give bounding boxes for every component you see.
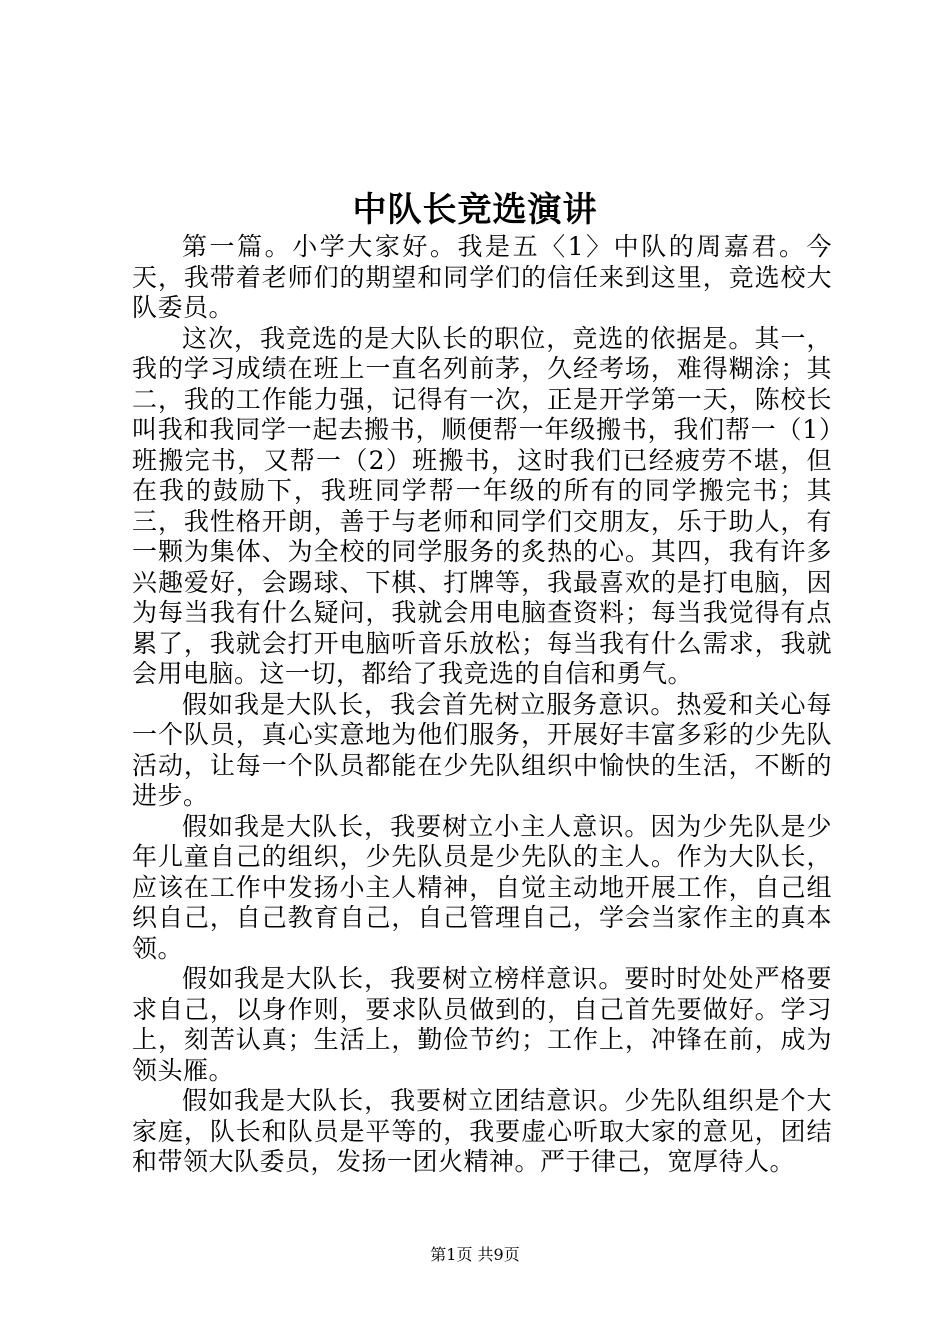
paragraph-6: 假如我是大队长，我要树立团结意识。少先队组织是个大家庭，队长和队员是平等的，我要虚心听取大家的意见，团结和带领大队委员，发扬一团火精神。严于律己，宽厚待人。 bbox=[132, 1086, 832, 1176]
paragraph-1: 第一篇。小学大家好。我是五〈1〉中队的周嘉君。今天，我带着老师们的期望和同学们的信任来到这里，竞选校大队委员。 bbox=[132, 232, 832, 322]
page-title: 中队长竞选演讲 bbox=[352, 190, 598, 230]
paragraph-4: 假如我是大队长，我要树立小主人意识。因为少先队是少年儿童自己的组织，少先队员是少先队的主人。作为大队长，应该在工作中发扬小主人精神，自觉主动地开展工作，自己组织自己，自己教育自己，自己管理自己，学会当家作主的真本领。 bbox=[132, 811, 832, 963]
page-footer: 第1页 共9页 bbox=[430, 1245, 520, 1264]
paragraph-5: 假如我是大队长，我要树立榜样意识。要时时处处严格要求自己，以身作则，要求队员做到的，自己首先要做好。学习上，刻苦认真；生活上，勤俭节约；工作上，冲锋在前，成为领头雁。 bbox=[132, 964, 832, 1085]
document-body bbox=[132, 232, 832, 1178]
paragraph-2: 这次，我竞选的是大队长的职位，竞选的依据是。其一，我的学习成绩在班上一直名列前茅，久经考场，难得糊涂；其二，我的工作能力强，记得有一次，正是开学第一天，陈校长叫我和我同学一起去搬书，顺便帮一年级搬书，我们帮一（1）班搬完书，又帮一（2）班搬书，这时我们已经疲劳不堪，但在我的鼓励下，我班同学帮一年级的所有的同学搬完书；其三，我性格开朗，善于与老师和同学们交朋友，乐于助人，有一颗为集体、为全校的同学服务的炙热的心。其四，我有许多兴趣爱好，会踢球、下棋、打牌等，我最喜欢的是打电脑，因为每当我有什么疑问，我就会用电脑查资料；每当我觉得有点累了，我就会打开电脑听音乐放松；每当我有什么需求，我就会用电脑。这一切，都给了我竞选的自信和勇气。 bbox=[132, 323, 832, 688]
paragraph-3: 假如我是大队长，我会首先树立服务意识。热爱和关心每一个队员，真心实意地为他们服务，开展好丰富多彩的少先队活动，让每一个队员都能在少先队组织中愉快的生活，不断的进步。 bbox=[132, 689, 832, 810]
